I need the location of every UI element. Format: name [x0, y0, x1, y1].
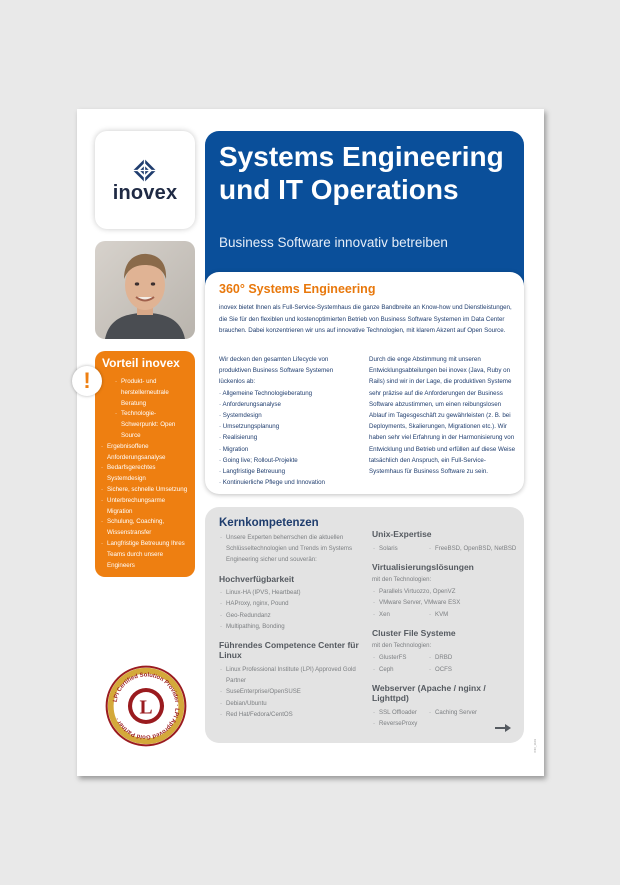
list-item: · Schulung, Coaching, Wissenstransfer — [95, 517, 195, 539]
cfs-heading: Cluster File Systeme — [372, 627, 456, 638]
flyer-page — [77, 109, 544, 776]
list-item: · DRBD — [428, 652, 508, 663]
virt-heading: Virtualisierungslösungen — [372, 561, 474, 572]
list-item: · OCFS — [428, 664, 508, 675]
web-heading: Webserver (Apache / nginx / Lighttpd) — [372, 682, 486, 704]
kern-intro-list — [219, 532, 365, 566]
list-item: · SuseEnterprise/OpenSUSE — [219, 686, 365, 697]
list-item: · Geo-Redundanz — [219, 610, 365, 621]
document-code: INO_1109 — [533, 739, 537, 753]
list-item: · Xen — [372, 609, 428, 620]
exclamation-icon: ! — [72, 366, 102, 396]
ha-list — [219, 587, 365, 632]
vorteil-box — [95, 351, 195, 577]
list-item: · Linux Professional Institute (LPI) Approved Gold Partner — [219, 664, 365, 686]
list-item: · Kontinuierliche Pflege und Innovation — [219, 477, 359, 488]
list-item: · SSL Offloader — [372, 707, 428, 718]
list-item: · Langfristige Betreuung — [219, 466, 359, 477]
lifecycle-column — [219, 354, 359, 488]
integration-text: Durch die enge Abstimmung mit unseren Entwicklungsabteilungen bei inovex (Java, Ruby on Rails) sind wir in der Lage, die produktiven Systeme sehr präzise auf die Anforderungen der Business Software abzustimmen, um einen reibungslosen Ablauf im Tagesgeschäft zu gewährleisten (z. B. bei Deployments, Skalierungen, Migrationen etc.). Wir haben sehr viel Erfahrung in der Harmonisierung von Entwicklung und Betrieb und erfüllen auf diese Weise tatsächlich den Anspruch, ein Full-Service-Systemhaus für Business Software zu sein. — [369, 356, 516, 476]
list-item: · Ergebnisoffene Anforderungsanalyse — [95, 442, 195, 464]
list-item: · Bedarfsgerechtes Systemdesign — [95, 463, 195, 485]
lpi-gold-partner-badge-icon — [105, 665, 187, 747]
fcc-heading: Führendes Competence Center für Linux — [219, 639, 359, 661]
virt-list — [372, 586, 520, 608]
section-360-heading: 360° Systems Engineering — [219, 282, 376, 296]
section-360-intro: inovex bietet Ihnen als Full-Service-Systemhaus die ganze Bandbreite an Know-how und Dienstleistungen, die Sie für den flexiblen und kostenoptimierten Betrieb von Business Software Systemen im Data Center brauchen. Dabei konzentrieren wir uns auf innovative Technologien, mit klarem Akzent auf Open Source. — [219, 304, 512, 334]
list-item: · Multipathing, Bonding — [219, 621, 365, 632]
list-item: · Parallels Virtuozzo, OpenVZ — [372, 586, 520, 597]
vorteil-list — [95, 377, 195, 571]
list-item: · VMware Server, VMware ESX — [372, 597, 520, 608]
page-title: Systems Engineering und IT Operations — [219, 141, 504, 205]
list-item: · Going live; Rollout-Projekte — [219, 455, 359, 466]
fcc-list — [219, 664, 365, 720]
web-list — [372, 707, 520, 718]
inovex-diamond-icon — [133, 159, 156, 182]
vorteil-heading: Vorteil inovex — [102, 356, 180, 370]
list-item: · Unterbrechungsarme Migration — [95, 496, 195, 518]
list-item: · Migration — [219, 444, 359, 455]
list-item: · Debian/Ubuntu — [219, 698, 365, 709]
list-item: · Langfristige Betreuung Ihres Teams durch unsere Engineers — [95, 539, 195, 571]
list-item: · Anforderungsanalyse — [219, 399, 359, 410]
virt-subline: mit den Technologien: — [372, 576, 432, 584]
header-banner — [205, 131, 524, 287]
list-item: · FreeBSD, OpenBSD, NetBSD — [428, 543, 508, 554]
list-item: · HAProxy, nginx, Pound — [219, 598, 365, 609]
portrait-photo — [95, 241, 195, 339]
kern-left-column — [219, 517, 365, 728]
lifecycle-list — [219, 388, 359, 489]
list-item: · Sichere, schnelle Umsetzung — [95, 485, 195, 496]
badge-ring-text: LPI Certified Solution Provider · LPI Approved Gold Partner · — [112, 672, 180, 740]
list-item: · Ceph — [372, 664, 428, 675]
ha-heading: Hochverfügbarkeit — [219, 573, 295, 584]
list-item: · Linux-HA (IPVS, Heartbeat) — [219, 587, 365, 598]
list-item: · Systemdesign — [219, 410, 359, 421]
list-item: · Umsetzungsplanung — [219, 421, 359, 432]
list-item: · GlusterFS — [372, 652, 428, 663]
cfs-list — [372, 652, 520, 674]
list-item: · Produkt- und herstellerneutrale Beratung — [95, 377, 195, 409]
virt-pair-list — [372, 609, 520, 620]
kern-right-column — [372, 529, 520, 737]
list-item: · Caching Server — [428, 707, 508, 718]
list-item: · Unsere Experten beherrschen die aktuellen Schlüsseltechnologien und Trends im Systems Engineering sicher und souverän: — [219, 532, 365, 566]
section-360-systems-engineering — [205, 272, 524, 494]
kern-heading: Kernkompetenzen — [219, 517, 319, 529]
list-item: · Realisierung — [219, 432, 359, 443]
unix-list — [372, 543, 520, 554]
cfs-subline: mit den Technologien: — [372, 642, 432, 650]
list-item: · Allgemeine Technologieberatung — [219, 388, 359, 399]
page-subtitle: Business Software innovativ betreiben — [219, 235, 448, 250]
badge-center-letter: L — [139, 696, 153, 719]
list-item: · ReverseProxy — [372, 718, 520, 729]
list-item: · Solaris — [372, 543, 428, 554]
logo-wordmark: inovex — [112, 182, 178, 204]
unix-heading: Unix-Expertise — [372, 529, 432, 539]
list-item: · Technologie-Schwerpunkt: Open Source — [95, 409, 195, 441]
lifecycle-intro: Wir decken den gesamten Lifecycle von produktiven Business Software Systemen lückenlos ab: — [219, 356, 334, 386]
kernkompetenzen-section — [205, 507, 524, 743]
list-item: · Red Hat/Fedora/CentOS — [219, 709, 365, 720]
logo-card — [95, 131, 195, 229]
list-item: · KVM — [428, 609, 508, 620]
arrow-right-icon — [495, 724, 511, 732]
